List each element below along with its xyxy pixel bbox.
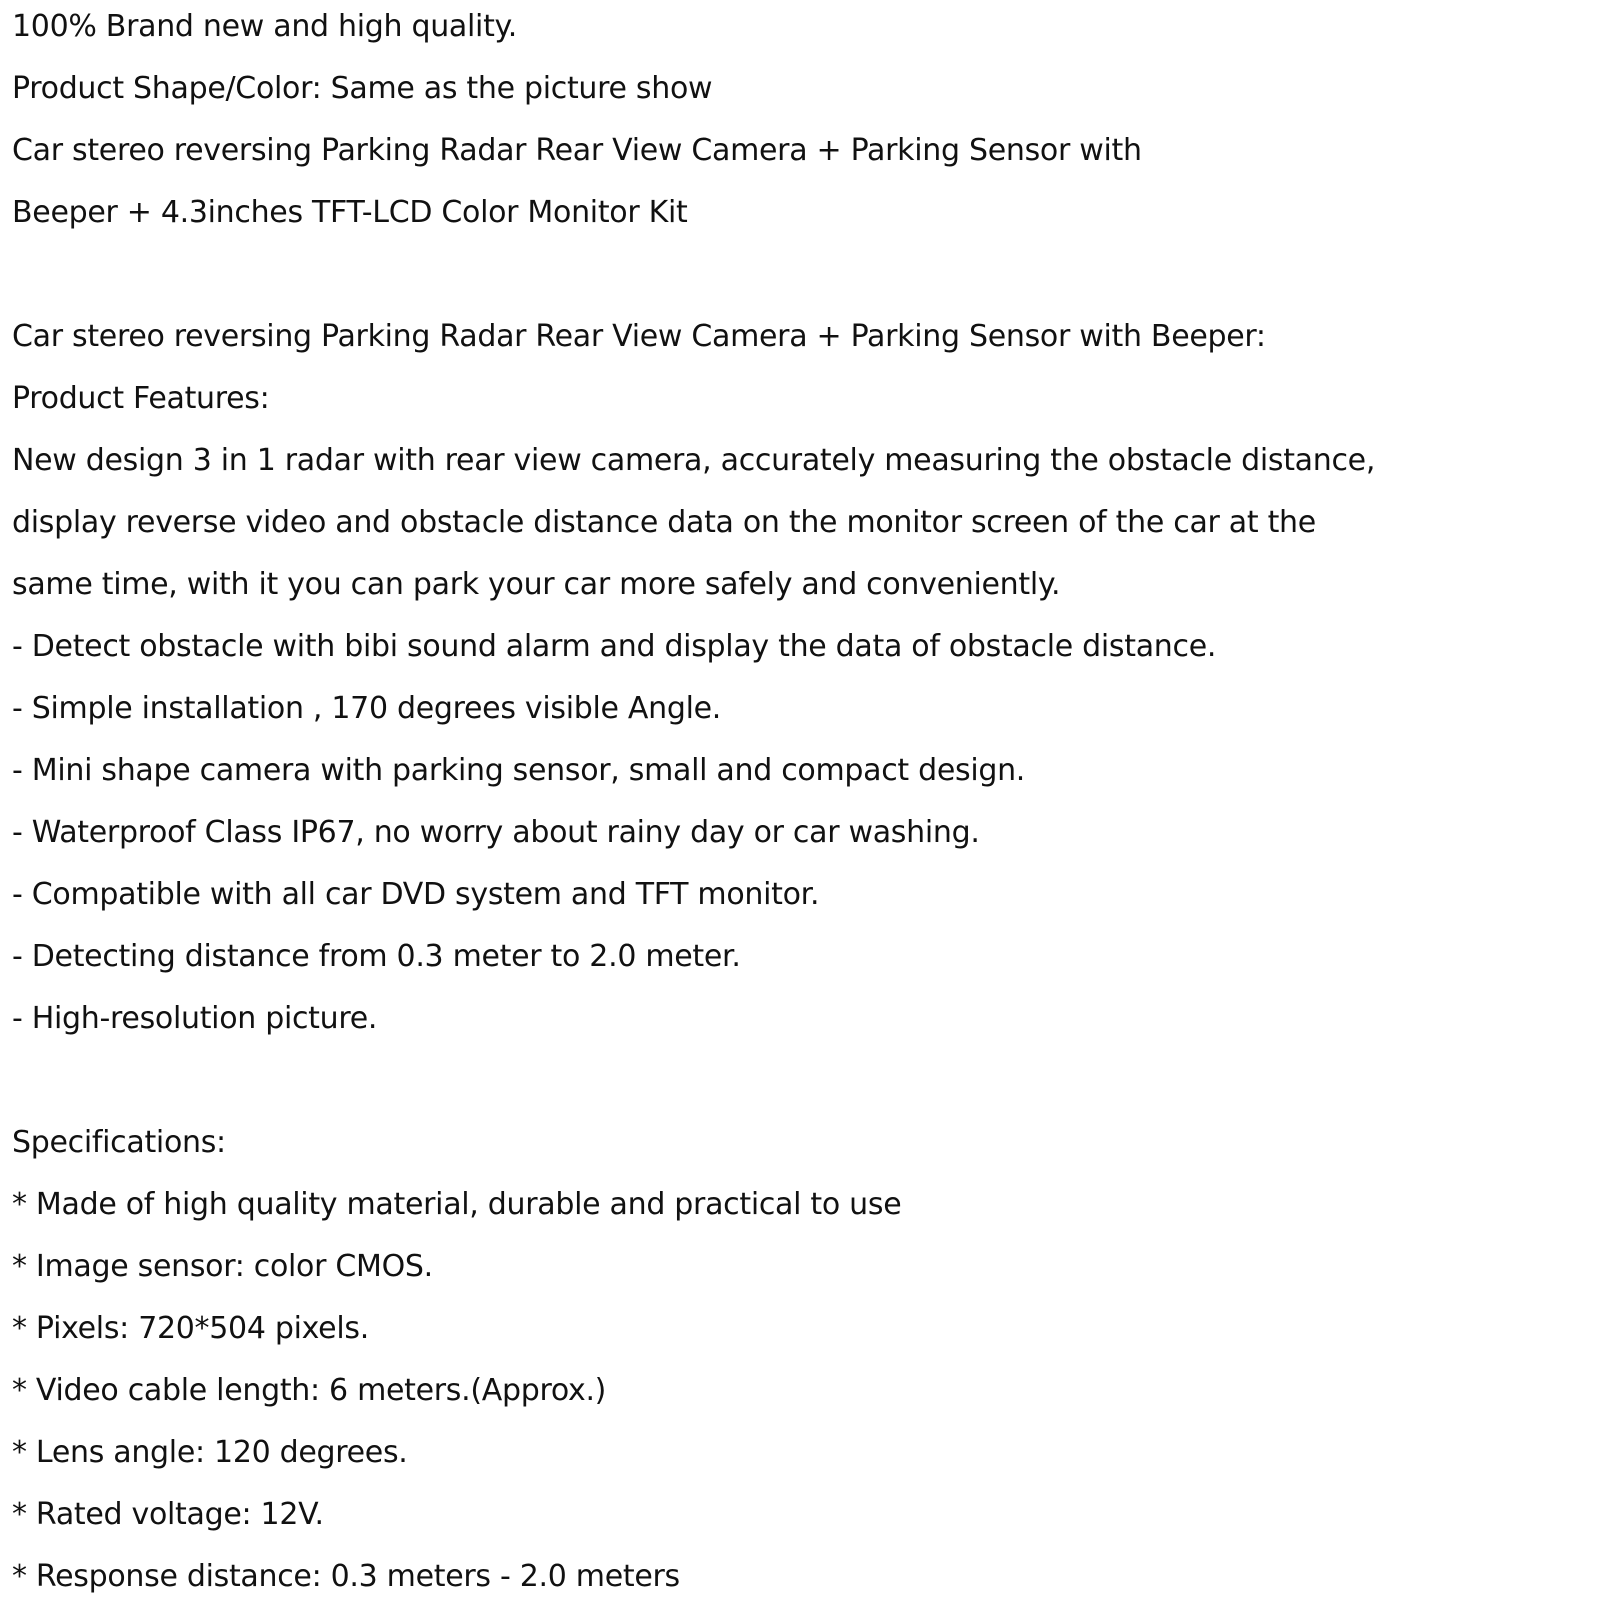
specification-item: * Pixels: 720*504 pixels. bbox=[12, 1311, 369, 1346]
specification-item: * Video cable length: 6 meters.(Approx.) bbox=[12, 1373, 607, 1408]
specification-item: * Lens angle: 120 degrees. bbox=[12, 1435, 408, 1470]
feature-item: - Waterproof Class IP67, no worry about rainy day or car washing. bbox=[12, 815, 980, 850]
features-title: Product Features: bbox=[12, 381, 270, 416]
feature-item: - Simple installation , 170 degrees visible Angle. bbox=[12, 691, 722, 726]
feature-item: - Detect obstacle with bibi sound alarm and display the data of obstacle distance. bbox=[12, 629, 1217, 664]
features-heading-line: Car stereo reversing Parking Radar Rear View Camera + Parking Sensor with Beeper: bbox=[12, 319, 1266, 354]
specification-item: * Image sensor: color CMOS. bbox=[12, 1249, 433, 1284]
features-description-line: New design 3 in 1 radar with rear view camera, accurately measuring the obstacle distance, bbox=[12, 443, 1376, 478]
features-description-line: display reverse video and obstacle distance data on the monitor screen of the car at the bbox=[12, 505, 1316, 540]
feature-item: - Detecting distance from 0.3 meter to 2.0 meter. bbox=[12, 939, 741, 974]
intro-line: Product Shape/Color: Same as the picture show bbox=[12, 71, 713, 106]
product-description bbox=[12, 0, 1592, 1612]
specification-item: * Rated voltage: 12V. bbox=[12, 1497, 324, 1532]
features-description-line: same time, with it you can park your car more safely and conveniently. bbox=[12, 567, 1061, 602]
intro-line: Beeper + 4.3inches TFT-LCD Color Monitor Kit bbox=[12, 195, 688, 230]
specifications-title: Specifications: bbox=[12, 1125, 226, 1160]
feature-item: - Compatible with all car DVD system and TFT monitor. bbox=[12, 877, 820, 912]
feature-item: - High-resolution picture. bbox=[12, 1001, 378, 1036]
feature-item: - Mini shape camera with parking sensor, small and compact design. bbox=[12, 753, 1026, 788]
spacer bbox=[12, 248, 1592, 310]
spacer bbox=[12, 1054, 1592, 1116]
specification-item: * Response distance: 0.3 meters - 2.0 meters bbox=[12, 1559, 680, 1594]
intro-line: 100% Brand new and high quality. bbox=[12, 9, 517, 44]
intro-line: Car stereo reversing Parking Radar Rear View Camera + Parking Sensor with bbox=[12, 133, 1142, 168]
specification-item: * Made of high quality material, durable and practical to use bbox=[12, 1187, 902, 1222]
